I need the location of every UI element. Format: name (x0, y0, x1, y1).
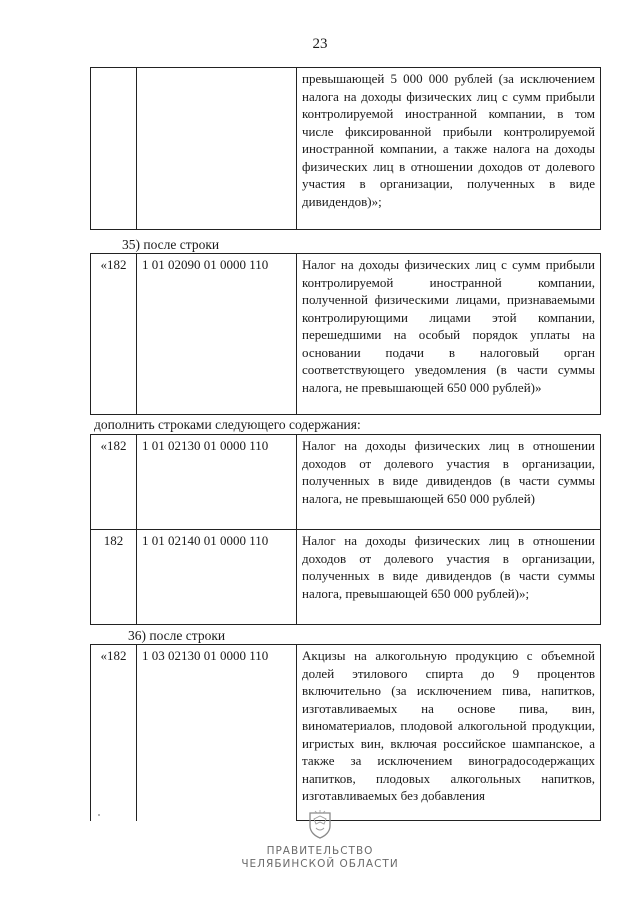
table-row (91, 435, 601, 530)
budget-code-cell: 1 01 02140 01 0000 110 (137, 530, 297, 625)
budget-code-cell: 1 01 02090 01 0000 110 (137, 254, 297, 415)
table-row (91, 68, 601, 230)
stamp-line-government: ПРАВИТЕЛЬСТВО (266, 845, 374, 857)
admin-code-cell: «182 (91, 435, 137, 530)
instruction-item-36: 36) после строки (128, 628, 226, 643)
table-item-35 (90, 253, 601, 415)
admin-code-cell: 182 (91, 530, 137, 625)
coat-of-arms-icon (307, 810, 333, 840)
admin-code-cell: «182 (91, 645, 137, 821)
table-row (91, 530, 601, 625)
income-name-cell: Налог на доходы физических лиц в отношении доходов от долевого участия в организации, полученных в виде дивидендов (в части суммы налога, превышающей 650 000 рублей)»; (297, 530, 601, 625)
stamp-line-region: ЧЕЛЯБИНСКОЙ ОБЛАСТИ (241, 858, 399, 870)
instruction-item-35: 35) после строки (122, 237, 220, 252)
admin-code-cell (91, 68, 137, 230)
budget-code-cell: 1 03 02130 01 0000 110 (137, 645, 297, 821)
income-name-cell: Акцизы на алкогольную продукцию с объемной долей этилового спирта до 9 процентов включительно (за исключением пива, напитков, изготавливаемых на основе пива, вин, виноматериалов, плодовой алкогольной продукции, игристых вин, включая российское шампанское, а также за исключением виноградосодержащих напитков, плодовых алкогольных напитков, изготавливаемых без добавления (297, 645, 601, 821)
table-new-rows (90, 434, 601, 625)
government-stamp (0, 810, 640, 871)
admin-code-cell: «182 (91, 254, 137, 415)
income-name-cell: Налог на доходы физических лиц с сумм прибыли контролируемой иностранной компании, полученной физическими лицами, признаваемыми контролирующими лицами этой компании, перешедшими на особый порядок уплаты на основании подачи в налоговый орган соответствующего уведомления (в части суммы налога, не превышающей 650 000 рублей)» (297, 254, 601, 415)
income-name-cell: превышающей 5 000 000 рублей (за исключением налога на доходы физических лиц с сумм прибыли контролируемой иностранной компании, в том числе фиксированной прибыли контролируемой иностранной компании, а также налога на доходы физических лиц в отношении доходов от долевого участия в организации, полученных в виде дивидендов)»; (297, 68, 601, 230)
table-item-36 (90, 644, 601, 821)
addition-instruction: дополнить строками следующего содержания: (94, 417, 361, 432)
budget-code-cell (137, 68, 297, 230)
income-name-cell: Налог на доходы физических лиц в отношении доходов от долевого участия в организации, полученных в виде дивидендов (в части суммы налога, не превышающей 650 000 рублей) (297, 435, 601, 530)
table-continuation (90, 67, 601, 230)
budget-code-cell: 1 01 02130 01 0000 110 (137, 435, 297, 530)
page-number: 23 (312, 36, 328, 52)
table-row (91, 254, 601, 415)
table-row (91, 645, 601, 821)
